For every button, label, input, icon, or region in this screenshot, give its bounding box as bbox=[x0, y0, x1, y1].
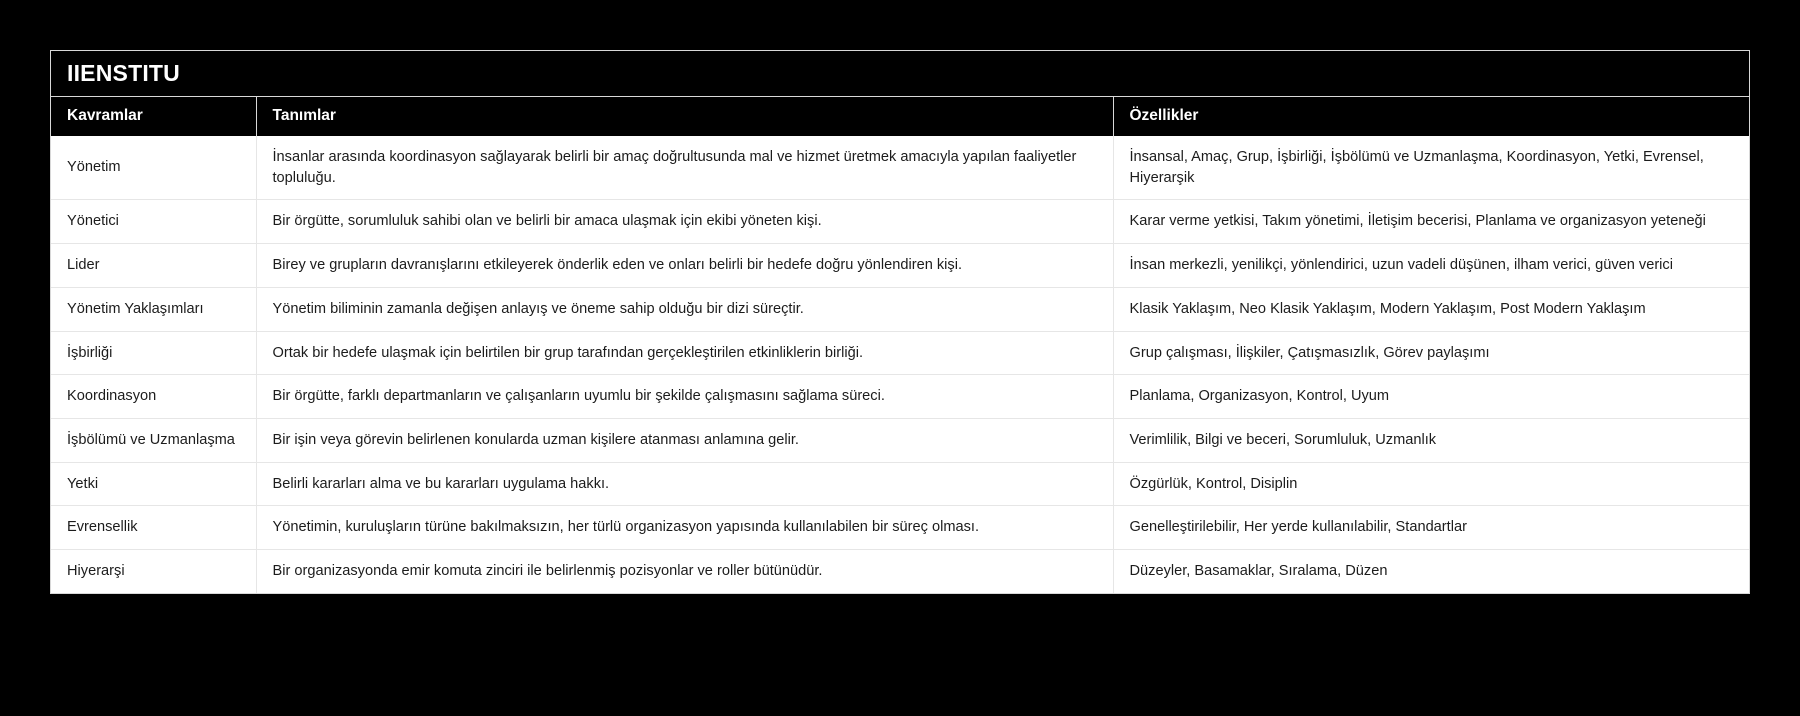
cell-ozellik: İnsansal, Amaç, Grup, İşbirliği, İşbölümü ve Uzmanlaşma, Koordinasyon, Yetki, Evrensel, Hiyerarşik bbox=[1113, 136, 1749, 200]
column-header-kavramlar[interactable]: Kavramlar bbox=[51, 97, 256, 136]
cell-tanim: Bir organizasyonda emir komuta zinciri ile belirlenmiş pozisyonlar ve roller bütünüdür. bbox=[256, 550, 1113, 593]
cell-tanim: Birey ve grupların davranışlarını etkileyerek önderlik eden ve onları belirli bir hedefe doğru yönlendiren kişi. bbox=[256, 244, 1113, 288]
column-header-tanimlar[interactable]: Tanımlar bbox=[256, 97, 1113, 136]
cell-tanim: Yönetimin, kuruluşların türüne bakılmaksızın, her türlü organizasyon yapısında kullanılabilen bir süreç olması. bbox=[256, 506, 1113, 550]
cell-tanim: Bir işin veya görevin belirlenen konularda uzman kişilere atanması anlamına gelir. bbox=[256, 419, 1113, 463]
column-header-ozellikler[interactable]: Özellikler bbox=[1113, 97, 1749, 136]
cell-tanim: Bir örgütte, sorumluluk sahibi olan ve belirli bir amaca ulaşmak için ekibi yöneten kişi. bbox=[256, 200, 1113, 244]
cell-kavram: Lider bbox=[51, 244, 256, 288]
concept-table-card bbox=[50, 50, 1750, 594]
cell-kavram: Yönetim Yaklaşımları bbox=[51, 287, 256, 331]
cell-ozellik: Planlama, Organizasyon, Kontrol, Uyum bbox=[1113, 375, 1749, 419]
table-header-row bbox=[51, 97, 1749, 136]
cell-kavram: İşbirliği bbox=[51, 331, 256, 375]
cell-kavram: Evrensellik bbox=[51, 506, 256, 550]
brand-title: IIENSTITU bbox=[67, 60, 180, 86]
cell-tanim: Bir örgütte, farklı departmanların ve çalışanların uyumlu bir şekilde çalışmasını sağlama süreci. bbox=[256, 375, 1113, 419]
table-row bbox=[51, 506, 1749, 550]
cell-kavram: Yönetici bbox=[51, 200, 256, 244]
cell-ozellik: Grup çalışması, İlişkiler, Çatışmasızlık, Görev paylaşımı bbox=[1113, 331, 1749, 375]
cell-kavram: İşbölümü ve Uzmanlaşma bbox=[51, 419, 256, 463]
table-row bbox=[51, 375, 1749, 419]
cell-tanim: Belirli kararları alma ve bu kararları uygulama hakkı. bbox=[256, 462, 1113, 506]
cell-tanim: Ortak bir hedefe ulaşmak için belirtilen bir grup tarafından gerçekleştirilen etkinliklerin birliği. bbox=[256, 331, 1113, 375]
table-row bbox=[51, 136, 1749, 200]
cell-tanim: İnsanlar arasında koordinasyon sağlayarak belirli bir amaç doğrultusunda mal ve hizmet üretmek amacıyla yapılan faaliyetler topluluğu. bbox=[256, 136, 1113, 200]
cell-ozellik: Düzeyler, Basamaklar, Sıralama, Düzen bbox=[1113, 550, 1749, 593]
brand-bar bbox=[51, 51, 1749, 97]
table-head bbox=[51, 97, 1749, 136]
concept-table bbox=[51, 97, 1749, 593]
cell-ozellik: Verimlilik, Bilgi ve beceri, Sorumluluk, Uzmanlık bbox=[1113, 419, 1749, 463]
cell-kavram: Hiyerarşi bbox=[51, 550, 256, 593]
cell-ozellik: Genelleştirilebilir, Her yerde kullanılabilir, Standartlar bbox=[1113, 506, 1749, 550]
table-row bbox=[51, 200, 1749, 244]
table-row bbox=[51, 462, 1749, 506]
table-row bbox=[51, 287, 1749, 331]
cell-kavram: Koordinasyon bbox=[51, 375, 256, 419]
cell-ozellik: Klasik Yaklaşım, Neo Klasik Yaklaşım, Modern Yaklaşım, Post Modern Yaklaşım bbox=[1113, 287, 1749, 331]
cell-ozellik: İnsan merkezli, yenilikçi, yönlendirici, uzun vadeli düşünen, ilham verici, güven verici bbox=[1113, 244, 1749, 288]
table-row bbox=[51, 244, 1749, 288]
table-row bbox=[51, 419, 1749, 463]
table-row bbox=[51, 550, 1749, 593]
cell-ozellik: Özgürlük, Kontrol, Disiplin bbox=[1113, 462, 1749, 506]
cell-kavram: Yönetim bbox=[51, 136, 256, 200]
table-row bbox=[51, 331, 1749, 375]
table-body bbox=[51, 136, 1749, 593]
cell-ozellik: Karar verme yetkisi, Takım yönetimi, İletişim becerisi, Planlama ve organizasyon yeteneği bbox=[1113, 200, 1749, 244]
cell-kavram: Yetki bbox=[51, 462, 256, 506]
cell-tanim: Yönetim biliminin zamanla değişen anlayış ve öneme sahip olduğu bir dizi süreçtir. bbox=[256, 287, 1113, 331]
